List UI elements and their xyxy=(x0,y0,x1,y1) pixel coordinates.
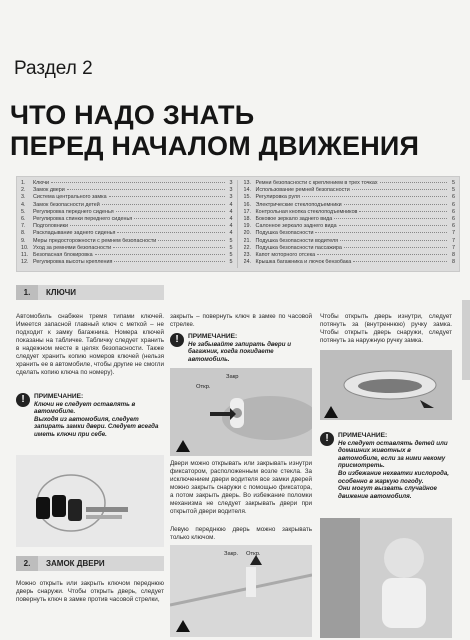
toc-item-number: 24. xyxy=(243,259,251,266)
child-in-car-photo xyxy=(320,518,452,638)
toc-item-leader xyxy=(344,204,447,205)
toc-item-title: Меры предосторожности с ремнем безопасности xyxy=(33,237,157,244)
toc-item-page: 3 xyxy=(229,180,233,186)
toc-item-number: 11. xyxy=(21,251,29,258)
warning-triangle-icon-2 xyxy=(176,620,190,632)
toc-item-page: 5 xyxy=(452,180,455,186)
label-closed: Закр xyxy=(226,374,239,380)
toc-item xyxy=(244,259,456,266)
toc-item-page: 6 xyxy=(452,201,455,208)
toc-item xyxy=(21,187,233,194)
toc-item-page: 3 xyxy=(229,187,233,194)
inner-handle-photo xyxy=(320,350,452,420)
toc-item-title: Замок безопасности детей xyxy=(33,201,100,208)
toc-item-title: Подушка безопасности xyxy=(255,230,314,237)
toc-item-number: 22. xyxy=(243,244,251,251)
note-children-line2: Во избежание нехватки кислорода, особенно в жаркую погоду. xyxy=(338,469,449,485)
toc-item-leader xyxy=(114,261,224,262)
toc-item xyxy=(244,245,456,252)
toc-item-leader xyxy=(51,182,224,183)
note-lock-text: Не забывайте запирать двери и багажник, когда покидаете автомобиль. xyxy=(188,340,291,363)
label-open-2: Откр. xyxy=(246,551,261,557)
toc-item xyxy=(21,194,233,201)
toc-item-leader xyxy=(67,189,225,190)
toc-item xyxy=(21,180,233,187)
note-keys-line2: Выходя из автомобиля, следует запирать замки двери. Следует всегда иметь ключи при себе. xyxy=(34,415,159,438)
toc-item-leader xyxy=(117,232,224,233)
toc-item-number: 15. xyxy=(243,194,251,201)
warning-hand-icon-2: ! xyxy=(170,333,184,347)
toc-item-page: 4 xyxy=(229,223,233,230)
note-keys-head: ПРИМЕЧАНИЕ: xyxy=(34,393,84,400)
toc-item-title: Ключи xyxy=(33,180,50,186)
toc-item-page: 6 xyxy=(452,194,455,201)
toc-item-page: 4 xyxy=(229,201,233,208)
toc-item-page: 5 xyxy=(229,259,233,266)
toc-item-number: 16. xyxy=(243,201,251,208)
toc-item-number: 5. xyxy=(21,208,26,215)
section-1-title: КЛЮЧИ xyxy=(46,288,77,297)
toc-item-title: Регулировка высоты крепления xyxy=(33,259,113,266)
toc-item-leader xyxy=(116,211,225,212)
toc-item-page: 8 xyxy=(452,259,455,266)
toc-item-number: 20. xyxy=(243,230,251,237)
toc-item-page: 6 xyxy=(452,215,455,222)
toc-item-leader xyxy=(353,261,447,262)
toc-item-title: Использование ремней безопасности xyxy=(255,187,350,194)
toc-item xyxy=(21,202,233,209)
section-1-text: Автомобиль снабжен тремя типами ключей. Имеется запасной главный ключ с меткой – не подходит к замку багажника. Номера ключей показаны на табличке. Табличку следует хранить в надежном месте в целях безопасности. Также следует хранить копию номеров ключей (нельзя хранить ее в автомобиле, чтобы другие не смогли сделать копию ключа по номеру). xyxy=(16,313,164,376)
section-2-title: ЗАМОК ДВЕРИ xyxy=(46,559,105,568)
title-line-2: ПЕРЕД НАЧАЛОМ ДВИЖЕНИЯ xyxy=(10,131,420,161)
warning-triangle-icon xyxy=(176,440,190,452)
toc-item-title: Безопасная блокировка xyxy=(33,251,93,258)
toc-item-leader xyxy=(315,232,447,233)
note-keys-line1: Ключи не следует оставлять в автомобиле. xyxy=(34,400,136,416)
note-children xyxy=(320,432,452,500)
section-2-text: Можно открыть или закрыть ключом переднюю дверь снаружи. Чтобы открыть дверь, следует повернуть ключ в замке против часовой стрелки, xyxy=(16,580,164,603)
toc-item-leader xyxy=(134,218,224,219)
toc-item-leader xyxy=(302,196,447,197)
toc-item-leader xyxy=(102,204,225,205)
toc-item-number: 14. xyxy=(243,187,251,194)
toc-item-title: Боковое зеркало заднего вида xyxy=(255,215,333,222)
toc-item-page: 7 xyxy=(452,244,455,251)
toc-item-number: 18. xyxy=(243,215,251,222)
toc-item xyxy=(244,230,456,237)
toc-item-number: 7. xyxy=(21,223,26,230)
toc-item-title: Контрольная кнопка стеклоподъемников xyxy=(255,208,358,215)
toc-item xyxy=(21,209,233,216)
toc-item-page: 4 xyxy=(229,208,233,215)
door-lock-photo xyxy=(170,368,312,456)
child-car-icon xyxy=(320,518,452,638)
toc-item-leader xyxy=(339,225,447,226)
door-handle-photo-icon xyxy=(170,368,312,456)
toc-column-right xyxy=(238,180,456,268)
table-of-contents xyxy=(16,176,460,272)
toc-item-title: Электрические стеклоподъемники xyxy=(255,201,342,208)
toc-item-leader xyxy=(344,247,447,248)
toc-item-title: Раскладывание заднего сиденья xyxy=(33,230,116,237)
lock-knob-icon xyxy=(170,545,312,637)
toc-item xyxy=(244,223,456,230)
toc-item-leader xyxy=(352,189,447,190)
toc-item-leader xyxy=(334,218,447,219)
toc-item xyxy=(244,238,456,245)
section-2-header xyxy=(16,556,164,571)
toc-item-page: 7 xyxy=(452,230,455,237)
toc-item xyxy=(21,230,233,237)
toc-item-leader xyxy=(70,225,224,226)
title-line-1: ЧТО НАДО ЗНАТЬ xyxy=(10,100,255,130)
note-lock-head: ПРИМЕЧАНИЕ: xyxy=(188,333,238,340)
toc-item-title: Регулировка руля xyxy=(255,194,300,201)
toc-item-leader xyxy=(359,211,447,212)
section-1-header xyxy=(16,285,164,300)
toc-item-title: Капот моторного отсека xyxy=(255,251,316,258)
note-keys xyxy=(16,393,166,439)
toc-item-number: 17. xyxy=(243,208,251,215)
section-label: Раздел 2 xyxy=(14,58,93,79)
toc-item-number: 9. xyxy=(21,237,26,244)
toc-item-page: 5 xyxy=(452,187,455,194)
toc-item-number: 13. xyxy=(243,180,251,186)
toc-item-page: 5 xyxy=(229,244,233,251)
warning-hand-icon-3: ! xyxy=(320,432,334,446)
toc-item-title: Подголовники xyxy=(33,223,69,230)
section-1-number: 1. xyxy=(16,285,38,300)
toc-item-page: 6 xyxy=(452,208,455,215)
col2-mid-text: Двери можно открывать или закрывать изнутри фиксатором, расположенным возле стекла. За исключением двери водителя все замки дверей можно закрыть снаружи с помощью фиксатора, а потом закрыть дверь. Во избежание поломки механизма не следует закрывать двери при открытой двери водителя. xyxy=(170,460,312,515)
col2-top-text: закрыть – повернуть ключ в замке по часовой стрелке. xyxy=(170,313,312,328)
car-keys-icon xyxy=(16,455,164,547)
toc-item-title: Подушка безопасности пассажира xyxy=(255,244,342,251)
col2-low-text: Левую переднюю дверь можно закрывать только ключом. xyxy=(170,526,312,541)
toc-item xyxy=(244,194,456,201)
toc-item-leader xyxy=(317,254,447,255)
toc-item-page: 8 xyxy=(452,251,455,258)
note-lock xyxy=(170,333,312,363)
toc-item-title: Крышка багажника и лючок бензобака xyxy=(255,259,352,266)
toc-column-left xyxy=(21,180,238,268)
page-edge-mark xyxy=(462,300,470,380)
warning-triangle-icon-3 xyxy=(324,406,338,418)
toc-item xyxy=(21,252,233,259)
label-open: Откр. xyxy=(196,384,211,390)
toc-item-title: Салонное зеркало заднего вида xyxy=(255,223,337,230)
col3-top-text: Чтобы открыть дверь изнутри, следует потянуть за (внутреннюю) ручку замка. Чтобы открыть дверь снаружи, следует потянуть за наружную ручку замка. xyxy=(320,313,452,344)
note-children-line1: Не следует оставлять детей или домашних животных в автомобиле, если за ними некому присмотреть. xyxy=(338,439,448,470)
toc-item-title: Регулировка переднего сиденья xyxy=(33,208,114,215)
warning-hand-icon: ! xyxy=(16,393,30,407)
toc-item-number: 2. xyxy=(21,187,26,194)
toc-item-page: 7 xyxy=(452,237,455,244)
toc-item-page: 4 xyxy=(229,215,233,222)
toc-item-leader xyxy=(113,247,224,248)
note-children-line3: Они могут вызвать случайное движение автомобиля. xyxy=(338,485,437,500)
toc-item-page: 4 xyxy=(229,230,233,237)
label-closed-2: Закр. xyxy=(224,551,239,557)
toc-item-title: Подушка безопасности водителя xyxy=(255,237,339,244)
toc-item-title: Замок двери xyxy=(33,187,65,194)
toc-item xyxy=(244,216,456,223)
toc-item-title: Уход за ремнями безопасности xyxy=(33,244,112,251)
toc-item-number: 6. xyxy=(21,215,26,222)
toc-item-leader xyxy=(340,240,447,241)
note-children-head: ПРИМЕЧАНИЕ: xyxy=(338,432,388,439)
toc-item-number: 21. xyxy=(243,237,251,244)
toc-item xyxy=(244,202,456,209)
toc-item-title: Система центрального замка xyxy=(33,194,107,201)
toc-item-title: Ремни безопасности с креплением в трех точках xyxy=(255,180,378,186)
toc-item-number: 4. xyxy=(21,201,26,208)
toc-item-page: 6 xyxy=(452,223,455,230)
toc-item-number: 19. xyxy=(243,223,251,230)
inner-handle-icon xyxy=(320,350,452,420)
toc-item-leader xyxy=(95,254,225,255)
toc-item-number: 8. xyxy=(21,230,26,237)
toc-item-leader xyxy=(109,196,225,197)
toc-item xyxy=(21,245,233,252)
toc-item-number: 10. xyxy=(21,244,29,251)
toc-item-page: 3 xyxy=(229,194,233,201)
section-2-number: 2. xyxy=(16,556,38,571)
toc-item-page: 5 xyxy=(229,251,233,258)
toc-item xyxy=(244,187,456,194)
page-title xyxy=(10,100,419,162)
toc-item-number: 1. xyxy=(21,180,26,186)
toc-item-leader xyxy=(380,182,447,183)
toc-item xyxy=(244,252,456,259)
toc-item xyxy=(244,180,456,187)
toc-item xyxy=(21,216,233,223)
toc-item-leader xyxy=(158,240,224,241)
toc-item xyxy=(244,209,456,216)
toc-item-number: 23. xyxy=(243,251,251,258)
toc-item-title: Регулировка спинки переднего сиденья xyxy=(33,215,133,222)
toc-item-number: 12. xyxy=(21,259,29,266)
keys-photo xyxy=(16,455,164,547)
toc-item xyxy=(21,223,233,230)
toc-item xyxy=(21,238,233,245)
toc-item-number: 3. xyxy=(21,194,26,201)
toc-item-page: 5 xyxy=(229,237,233,244)
lock-knob-photo xyxy=(170,545,312,637)
toc-item xyxy=(21,259,233,266)
